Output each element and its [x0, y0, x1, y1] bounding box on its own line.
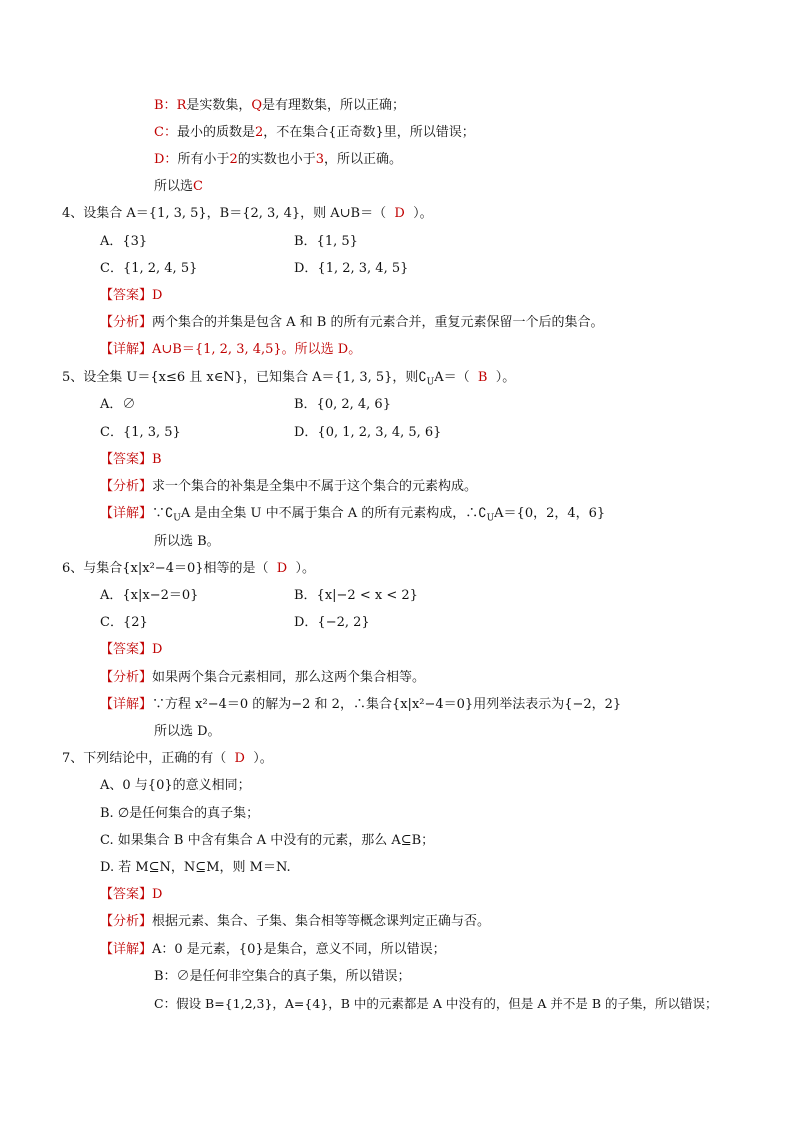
- q7-item-a: A、0 与{0}的意义相同；: [100, 778, 251, 793]
- q4-answer: 【答案】D: [100, 288, 163, 303]
- q4-detail: 【详解】A∪B＝{1, 2, 3, 4,5}。所以选 D。: [100, 342, 362, 357]
- q6-inline-answer: D: [276, 561, 288, 576]
- q5-inline-answer: B: [477, 370, 488, 385]
- q4-option-d: D．{1, 2, 3, 4, 5}: [294, 261, 409, 276]
- q5-analysis: 【分析】求一个集合的补集是全集中不属于这个集合的元素构成。: [100, 479, 478, 494]
- q4-option-b: B．{1, 5}: [294, 234, 358, 249]
- q7-detail-b: B：∅是任何非空集合的真子集，所以错误；: [154, 969, 411, 984]
- q5-detail: 【详解】$\because∁_UA$ 是由全集 U 中不属于集合 A 的所有元素构成，$\therefore∁_UA=\{0$，2，4，6}: [100, 506, 606, 524]
- q5-stem: 5、设全集 U＝{x≤6 且 x∈N}，已知集合 A＝{1, 3, 5}，则$∁_UA=$（ B ）。: [62, 370, 516, 388]
- q3-conclusion: 所以选C: [154, 179, 203, 194]
- q6-answer: 【答案】D: [100, 642, 163, 657]
- q7-inline-answer: D: [234, 751, 245, 766]
- q4-option-a: A．{3}: [100, 234, 148, 249]
- q3-detail-b: B：R是实数集，Q是有理数集，所以正确；: [154, 98, 406, 113]
- q7-item-d: D. 若 M⊆N，N⊆M，则 M＝N.: [100, 860, 291, 875]
- q6-option-a: A．{x|x−2＝0}: [100, 588, 199, 603]
- q6-option-b: B．{x|−2 < x < 2}: [294, 588, 418, 603]
- q6-detail-conclusion: 所以选 D。: [154, 724, 221, 739]
- q4-option-c: C．{1, 2, 4, 5}: [100, 261, 198, 276]
- q7-detail-c: C：假设 B={1,2,3}，A={4}，B 中的元素都是 A 中没有的，但是 A 并不是 B 的子集，所以错误；: [154, 996, 718, 1011]
- q5-detail-conclusion: 所以选 B。: [154, 534, 220, 549]
- q3-detail-d: D：所有小于2的实数也小于3，所以正确。: [154, 152, 403, 167]
- q5-answer: 【答案】B: [100, 452, 162, 467]
- q5-option-b: B．{0, 2, 4, 6}: [294, 397, 391, 412]
- q7-detail-a: 【详解】A：0 是元素，{0}是集合，意义不同，所以错误；: [100, 942, 446, 957]
- q7-stem: 7、下列结论中，正确的有（ D ）。: [62, 751, 273, 766]
- q6-option-d: D．{−2, 2}: [294, 615, 370, 630]
- q5-option-c: C．{1, 3, 5}: [100, 425, 181, 440]
- q6-stem: 6、与集合{x|x²−4＝0}相等的是（ D ）。: [62, 561, 315, 576]
- q7-answer: 【答案】D: [100, 887, 163, 902]
- q4-stem: 4、设集合 A＝{1, 3, 5}，B＝{2, 3, 4}，则 A∪B＝（ D ）。: [62, 206, 433, 221]
- q7-item-c: C. 如果集合 B 中含有集合 A 中没有的元素，那么 A⊆B；: [100, 833, 435, 848]
- q3-detail-c: C：最小的质数是2，不在集合{正奇数}里，所以错误；: [154, 125, 475, 140]
- q6-detail: 【详解】∵方程 x²−4＝0 的解为−2 和 2，∴集合{x|x²−4＝0}用列举法表示为{−2，2}: [100, 697, 622, 712]
- q4-inline-answer: D: [394, 206, 405, 221]
- q5-option-d: D．{0, 1, 2, 3, 4, 5, 6}: [294, 425, 442, 440]
- q6-option-c: C．{2}: [100, 615, 148, 630]
- q5-option-a: A．∅: [100, 397, 136, 412]
- q7-item-b: B. ∅是任何集合的真子集；: [100, 806, 260, 821]
- q7-analysis: 【分析】根据元素、集合、子集、集合相等等概念课判定正确与否。: [100, 914, 491, 929]
- q4-analysis: 【分析】两个集合的并集是包含 A 和 B 的所有元素合并，重复元素保留一个后的集合。: [100, 315, 604, 330]
- q6-analysis: 【分析】如果两个集合元素相同，那么这两个集合相等。: [100, 670, 426, 685]
